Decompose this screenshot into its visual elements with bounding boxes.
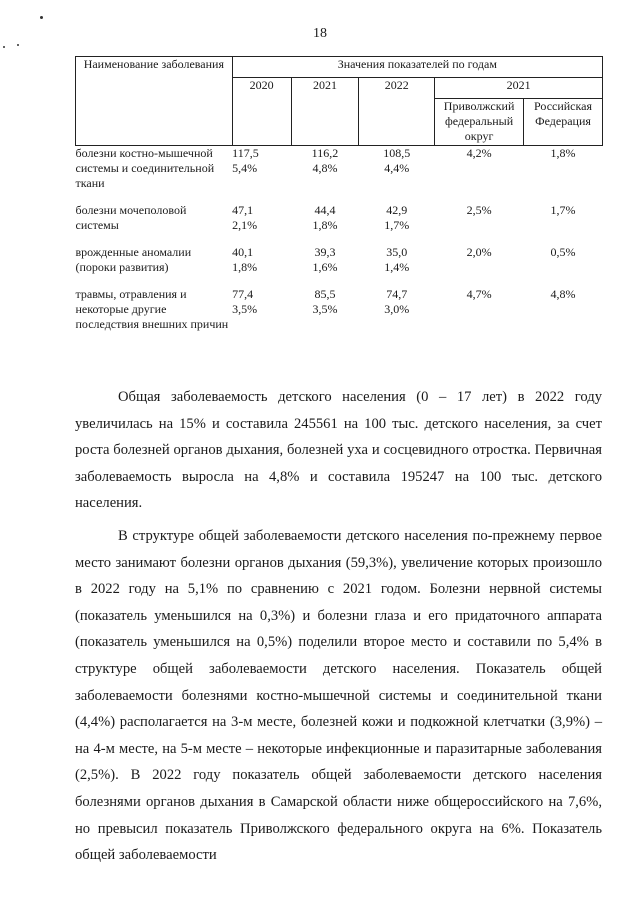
share-2021: 3,5% [312, 302, 338, 316]
value-2022: 35,0 [386, 245, 408, 259]
share-2020: 3,5% [232, 302, 258, 316]
value-2021: 116,2 [311, 146, 339, 160]
share-2020: 5,4% [232, 161, 258, 175]
header-values-by-year: Значения показателей по годам [232, 57, 602, 78]
disease-name: болезни мочеполовой системы [75, 203, 187, 232]
disease-name: болезни костно-мышечной системы и соединительной ткани [75, 146, 215, 190]
header-year-2020: 2020 [232, 78, 291, 146]
share-volga-district: 2,5% [466, 203, 492, 217]
header-disease-name: Наименование заболевания [76, 57, 233, 146]
value-2021: 39,3 [314, 245, 336, 259]
share-2022: 1,4% [384, 260, 410, 274]
table-row [76, 287, 603, 332]
share-2020: 1,8% [232, 260, 258, 274]
scan-speck [17, 44, 19, 46]
share-volga-district: 4,7% [466, 287, 492, 301]
value-2022: 108,5 [383, 146, 411, 160]
header-year-2021-group: 2021 [435, 78, 603, 99]
value-2021: 44,4 [314, 203, 336, 217]
scan-speck [3, 46, 5, 48]
share-2022: 4,4% [384, 161, 410, 175]
share-volga-district: 2,0% [466, 245, 492, 259]
table-row [76, 245, 603, 275]
paragraph: В структуре общей заболеваемости детского населения по-прежнему первое место занимают болезни органов дыхания (59,3%), увеличение которых произошло в 2022 году на 5,1% по сравнению с 2021 годом. Болезни нервной системы (показатель уменьшился на 0,3%) и болезни глаза и его придаточного аппарата (показатель уменьшился на 0,5%) поделили второе место и составили по 5,4% в структуре общей заболеваемости детского населения. Показатель общей заболеваемости болезнями костно-мышечной системы и соединительной ткани (4,4%) располагается на 3-м месте, болезней кожи и подкожной клетчатки (3,9%) – на 4-м месте, на 5-м месте – некоторые инфекционные и паразитарные заболевания (2,5%). В 2022 году показатель общей заболеваемости детского населения болезнями органов дыхания в Самарской области ниже общероссийского на 7,6%, но превысил показатель Приволжского федерального округа на 6%. Показатель общей заболеваемости [75, 527, 602, 864]
body-text [75, 384, 602, 869]
header-russian-federation: Российская Федерация [524, 99, 603, 146]
share-russia: 0,5% [550, 245, 576, 259]
share-2021: 1,8% [312, 218, 338, 232]
share-2021: 4,8% [312, 161, 338, 175]
share-russia: 4,8% [550, 287, 576, 301]
share-russia: 1,7% [550, 203, 576, 217]
value-2020: 77,4 [232, 287, 254, 301]
page-number: 18 [313, 26, 327, 41]
table-row [76, 203, 603, 233]
share-2022: 1,7% [384, 218, 410, 232]
value-2020: 40,1 [232, 245, 254, 259]
value-2022: 42,9 [386, 203, 408, 217]
disease-name: врожденные аномалии (пороки развития) [75, 245, 192, 274]
scan-speck [40, 16, 43, 19]
share-2020: 2,1% [232, 218, 258, 232]
value-2020: 47,1 [232, 203, 254, 217]
header-volga-federal-district: Приволжский федеральный округ [435, 99, 524, 146]
share-2022: 3,0% [384, 302, 410, 316]
table-row [76, 146, 603, 192]
paragraph: Общая заболеваемость детского населения (0 – 17 лет) в 2022 году увеличилась на 15% и составила 245561 на 100 тыс. детского населения, за счет роста болезней органов дыхания, болезней уха и сосцевидного отростка. Первичная заболеваемость выросла на 4,8% и составила 195247 на 100 тыс. детского населения. [75, 389, 602, 512]
header-year-2022: 2022 [359, 78, 435, 146]
value-2022: 74,7 [386, 287, 408, 301]
disease-table [75, 56, 603, 332]
share-volga-district: 4,2% [466, 146, 492, 160]
share-russia: 1,8% [550, 146, 576, 160]
value-2020: 117,5 [232, 146, 259, 160]
share-2021: 1,6% [312, 260, 338, 274]
value-2021: 85,5 [314, 287, 336, 301]
disease-name: травмы, отравления и некоторые другие последствия внешних причин [75, 287, 229, 331]
header-year-2021: 2021 [291, 78, 359, 146]
